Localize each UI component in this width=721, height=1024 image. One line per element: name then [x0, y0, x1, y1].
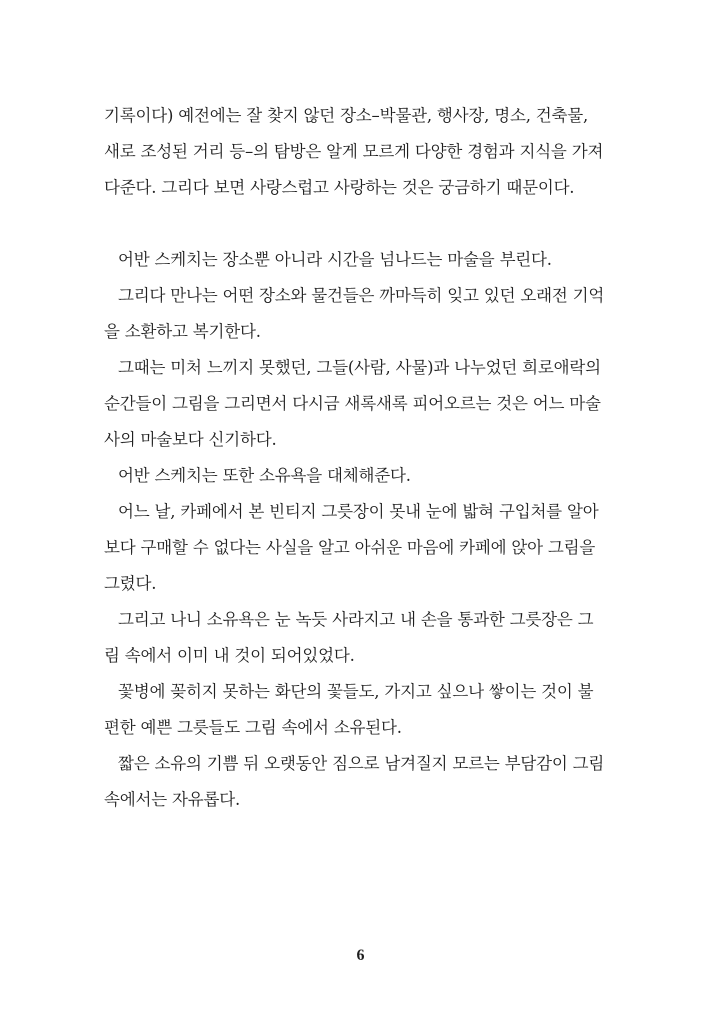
text-line: 새로 조성된 거리 등–의 탐방은 알게 모르게 다양한 경험과 지식을 가져 [104, 142, 604, 161]
text-line: 어반 스케치는 장소뿐 아니라 시간을 넘나드는 마술을 부린다. [118, 250, 552, 269]
text-line: 사의 마술보다 신기하다. [104, 430, 277, 449]
text-line: 어반 스케치는 또한 소유욕을 대체해준다. [118, 466, 411, 485]
text-line: 그리다 만나는 어떤 장소와 물건들은 까마득히 잊고 있던 오래전 기억 [118, 286, 605, 305]
text-line: 짧은 소유의 기쁨 뒤 오랫동안 짐으로 남겨질지 모르는 부담감이 그림 [118, 754, 605, 773]
text-line: 을 소환하고 복기한다. [104, 322, 261, 341]
text-line: 보다 구매할 수 없다는 사실을 알고 아쉬운 마음에 카페에 앉아 그림을 [104, 538, 596, 557]
text-line: 그때는 미처 느끼지 못했던, 그들(사람, 사물)과 나누었던 희로애락의 [118, 358, 601, 377]
text-line: 다준다. 그리다 보면 사랑스럽고 사랑하는 것은 궁금하기 때문이다. [104, 178, 575, 197]
page-number: 6 [356, 947, 365, 964]
text-line: 속에서는 자유롭다. [104, 790, 241, 809]
text-line: 림 속에서 이미 내 것이 되어있었다. [104, 646, 355, 665]
text-line: 어느 날, 카페에서 본 빈티지 그릇장이 못내 눈에 밟혀 구입처를 알아 [118, 502, 599, 521]
text-line: 꽃병에 꽂히지 못하는 화단의 꽃들도, 가지고 싶으나 쌓이는 것이 불 [118, 682, 594, 701]
text-line: 그리고 나니 소유욕은 눈 녹듯 사라지고 내 손을 통과한 그릇장은 그 [118, 610, 594, 629]
text-line: 편한 예쁜 그릇들도 그림 속에서 소유된다. [104, 718, 402, 737]
text-line: 순간들이 그림을 그리면서 다시금 새록새록 피어오르는 것은 어느 마술 [104, 394, 601, 413]
text-line: 그렸다. [104, 574, 157, 593]
text-line: 기록이다) 예전에는 잘 찾지 않던 장소–박물관, 행사장, 명소, 건축물, [104, 106, 589, 125]
